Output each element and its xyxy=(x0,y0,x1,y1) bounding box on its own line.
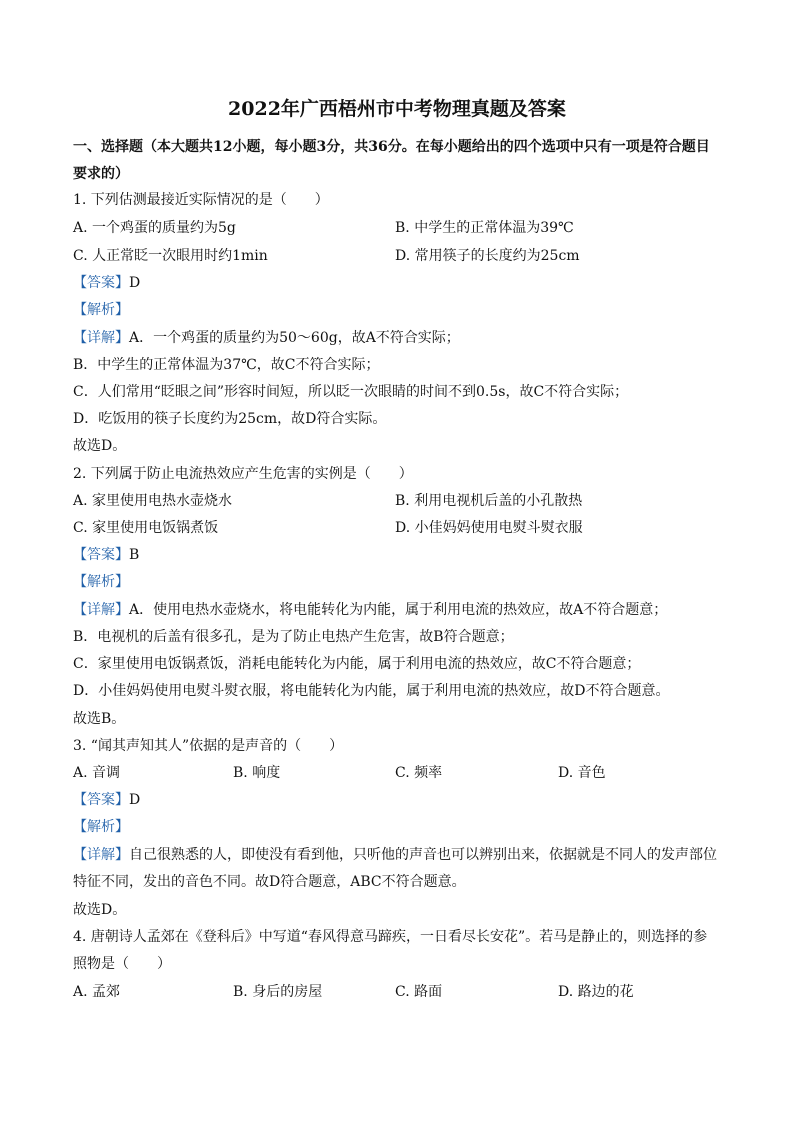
conclusion-line: 故选B。 xyxy=(73,711,126,727)
detail-line: C．人们常用“眨眼之间”形容时间短，所以眨一次眼睛的时间不到0.5s，故C不符合实际； xyxy=(73,384,629,400)
detail-text: A．一个鸡蛋的质量约为50～60g，故A不符合实际； xyxy=(129,330,460,346)
option-b: B. 中学生的正常体温为39℃ xyxy=(395,220,574,236)
answer-line xyxy=(73,790,723,810)
detail-tag: 【详解】 xyxy=(73,847,129,863)
option-b: B. 响度 xyxy=(233,765,281,781)
answer-tag: 【答案】 xyxy=(73,792,129,808)
detail-line xyxy=(73,600,723,620)
option-c: C. 路面 xyxy=(395,984,443,1000)
question-4-stem-continued: 照物是（ ） xyxy=(73,956,171,972)
question-4-stem: 4. 唐朝诗人孟郊在《登科后》中写道“春风得意马蹄疾，一日看尽长安花”。若马是静止的，则选择的参 xyxy=(73,929,708,945)
detail-tag: 【详解】 xyxy=(73,602,129,618)
detail-line xyxy=(73,328,723,348)
option-d: D. 路边的花 xyxy=(558,984,634,1000)
option-a: A. 音调 xyxy=(73,765,121,781)
detail-line: B．中学生的正常体温为37℃，故C不符合实际； xyxy=(73,357,380,373)
answer-value: D xyxy=(129,792,141,808)
detail-line: D．吃饭用的筷子长度约为25cm，故D符合实际。 xyxy=(73,411,387,427)
question-2-options-row-2 xyxy=(73,518,723,538)
option-d: D. 音色 xyxy=(558,765,606,781)
answer-tag: 【答案】 xyxy=(73,275,129,291)
question-2-stem: 2. 下列属于防止电流热效应产生危害的实例是（ ） xyxy=(73,466,413,482)
answer-line xyxy=(73,545,723,565)
section-heading: 一、选择题（本大题共12小题，每小题3分，共36分。在每小题给出的四个选项中只有一项是符合题目 xyxy=(73,139,710,155)
question-1-options-row-2 xyxy=(73,246,723,266)
detail-tag: 【详解】 xyxy=(73,330,129,346)
answer-value: B xyxy=(129,547,140,563)
question-3-stem: 3. “闻其声知其人”依据的是声音的（ ） xyxy=(73,738,344,754)
conclusion-line: 故选D。 xyxy=(73,438,127,454)
detail-text: A．使用电热水壶烧水，将电能转化为内能，属于利用电流的热效应，故A不符合题意； xyxy=(129,602,668,618)
analysis-tag: 【解析】 xyxy=(73,574,129,590)
analysis-tag: 【解析】 xyxy=(73,819,129,835)
question-1-stem: 1. 下列估测最接近实际情况的是（ ） xyxy=(73,192,329,208)
detail-line: C．家里使用电饭锅煮饭，消耗电能转化为内能，属于利用电流的热效应，故C不符合题意； xyxy=(73,656,641,672)
question-3-options-row xyxy=(73,763,723,783)
detail-line: D．小佳妈妈使用电熨斗熨衣服，将电能转化为内能，属于利用电流的热效应，故D不符合题意。 xyxy=(73,683,670,699)
answer-line xyxy=(73,273,723,293)
option-c: C. 频率 xyxy=(395,765,443,781)
option-c: C. 人正常眨一次眼用时约1min xyxy=(73,248,268,264)
option-d: D. 常用筷子的长度约为25cm xyxy=(395,248,580,264)
option-a: A. 一个鸡蛋的质量约为5g xyxy=(73,220,236,236)
answer-tag: 【答案】 xyxy=(73,547,129,563)
detail-text: 自己很熟悉的人，即使没有看到他，只听他的声音也可以辨别出来，依据就是不同人的发声部位 xyxy=(129,847,717,863)
question-2-options-row-1 xyxy=(73,491,723,511)
option-a: A. 家里使用电热水壶烧水 xyxy=(73,493,233,509)
section-heading-continued: 要求的） xyxy=(73,166,129,182)
analysis-tag: 【解析】 xyxy=(73,302,129,318)
question-1-options-row-1 xyxy=(73,218,723,238)
page-title: 2022年广西梧州市中考物理真题及答案 xyxy=(228,98,566,120)
detail-line: 特征不同，发出的音色不同。故D符合题意，ABC不符合题意。 xyxy=(73,874,466,890)
detail-line: B．电视机的后盖有很多孔，是为了防止电热产生危害，故B符合题意； xyxy=(73,629,514,645)
answer-value: D xyxy=(129,275,141,291)
detail-line xyxy=(73,845,723,865)
conclusion-line: 故选D。 xyxy=(73,902,127,918)
option-b: B. 利用电视机后盖的小孔散热 xyxy=(395,493,583,509)
option-c: C. 家里使用电饭锅煮饭 xyxy=(73,520,219,536)
question-4-options-row xyxy=(73,982,723,1002)
option-d: D. 小佳妈妈使用电熨斗熨衣服 xyxy=(395,520,583,536)
option-a: A. 孟郊 xyxy=(73,984,121,1000)
option-b: B. 身后的房屋 xyxy=(233,984,323,1000)
